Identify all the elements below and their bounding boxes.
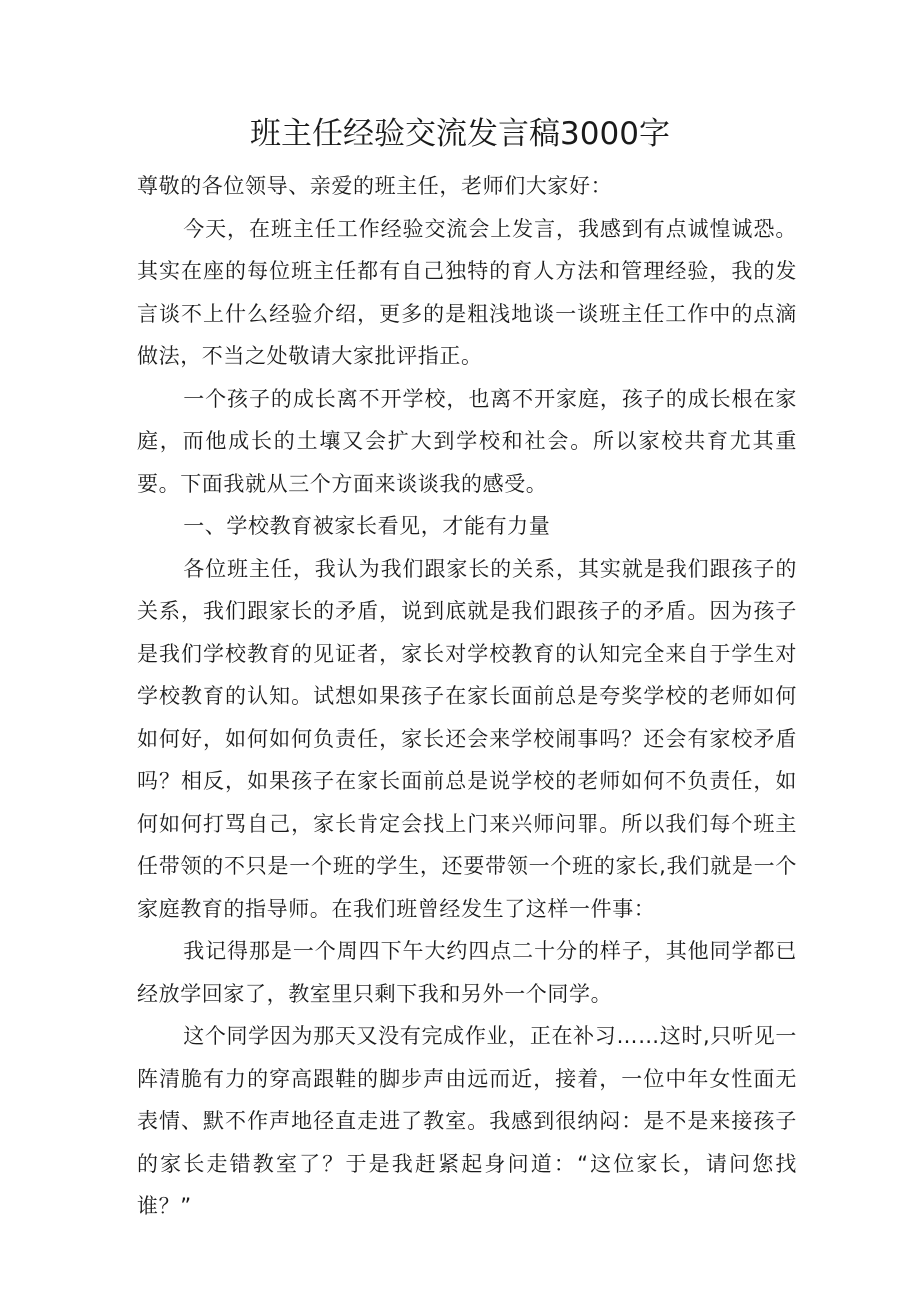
paragraph-parent-relations: 各位班主任，我认为我们跟家长的关系，其实就是我们跟孩子的关系，我们跟家长的矛盾，说到底就是我们跟孩子的矛盾。因为孩子是我们学校教育的见证者，家长对学校教育的认知完全来自于学生对学校教育的认知。试想如果孩子在家长面前总是夸奖学校的老师如何如何好，如何如何负责任，家长还会来学校闹事吗？还会有家校矛盾吗？相反，如果孩子在家长面前总是说学校的老师如何不负责任，如何如何打骂自己，家长肯定会找上门来兴师问罪。所以我们每个班主任带领的不只是一个班的学生，还要带领一个班的家长,我们就是一个家庭教育的指导师。在我们班曾经发生了这样一件事： bbox=[137, 556, 797, 921]
document-title: 班主任经验交流发言稿3000字 bbox=[250, 116, 670, 152]
document-body bbox=[137, 165, 797, 1228]
paragraph-story-continued: 这个同学因为那天又没有完成作业，正在补习……这时,只听见一阵清脆有力的穿高跟鞋的脚步声由远而近，接着，一位中年女性面无表情、默不作声地径直走进了教室。我感到很纳闷：是不是来接孩子的家长走错教室了？于是我赶紧起身问道：“这位家长，请问您找谁？” bbox=[137, 1024, 797, 1218]
section-heading-1: 一、学校教育被家长看见，才能有力量 bbox=[183, 514, 551, 538]
salutation: 尊敬的各位领导、亲爱的班主任，老师们大家好： bbox=[137, 174, 613, 198]
paragraph-opening: 今天，在班主任工作经验交流会上发言，我感到有点诚惶诚恐。其实在座的每位班主任都有自己独特的育人方法和管理经验，我的发言谈不上什么经验介绍，更多的是粗浅地谈一谈班主任工作中的点滴做法，不当之处敬请大家批评指正。 bbox=[137, 216, 797, 368]
paragraph-family-school: 一个孩子的成长离不开学校，也离不开家庭，孩子的成长根在家庭，而他成长的土壤又会扩大到学校和社会。所以家校共育尤其重要。下面我就从三个方面来谈谈我的感受。 bbox=[137, 386, 797, 496]
paragraph-story-start: 我记得那是一个周四下午大约四点二十分的样子，其他同学都已经放学回家了，教室里只剩下我和另外一个同学。 bbox=[137, 939, 797, 1006]
